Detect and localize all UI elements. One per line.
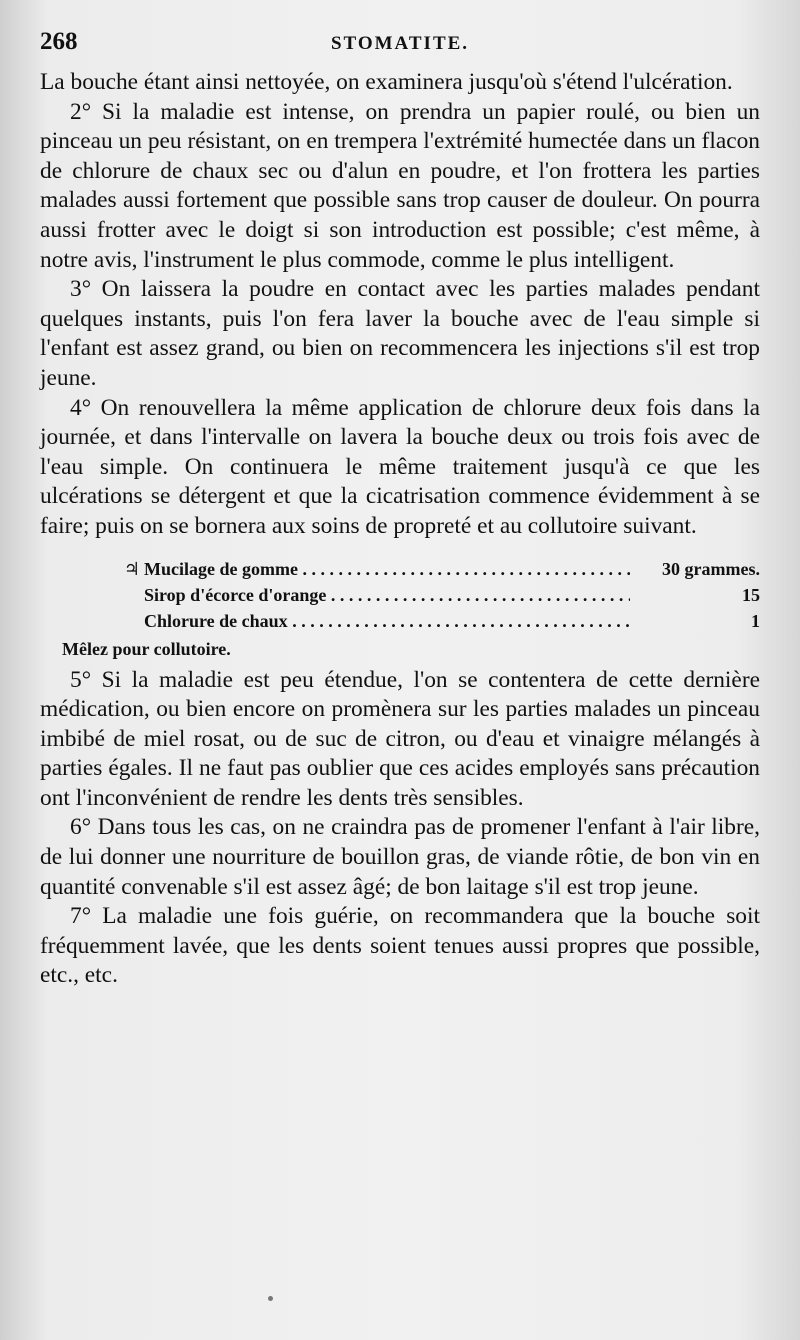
formula-row [40,608,760,634]
formula-note: Mêlez pour collutoire. [62,638,231,659]
page-header [40,28,760,68]
paragraph: La bouche étant ainsi nettoyée, on examinera jusqu'où s'étend l'ulcération. [40,69,733,95]
formula-ingredient: Chlorure de chaux . . . [144,608,630,634]
paragraph: 6° Dans tous les cas, on ne craindra pas de promener l'enfant à l'air libre, de lui donner une nourriture de bouillon gras, de viande rôtie, de bon vin en quantité convenable s'il est assez âgé; de bon laitage s'il est trop jeune. [40,814,760,900]
formula-ingredient: Sirop d'écorce d'orange . . . [144,582,630,608]
ink-spot [268,1296,273,1301]
running-head: STOMATITE. [330,33,470,54]
jupiter-symbol-icon: ♃ [123,558,140,579]
body-text [40,68,760,991]
formula-quantity: 1 [751,610,760,631]
page-number: 268 [40,28,78,55]
formula-quantity: 30 grammes. [662,558,760,579]
paragraph: 5° Si la maladie est peu étendue, l'on se contentera de cette dernière médication, ou bien encore on promènera sur les parties malades un pinceau imbibé de miel rosat, ou de suc de citron, ou d'eau et vinaigre mélangés à parties égales. Il ne faut pas oublier que ces acides employés sans précaution ont l'inconvénient de rendre les dents très sensibles. [40,666,760,811]
formula-row [40,582,760,608]
formula-row [40,556,760,582]
formula-ingredient: Mucilage de gomme . . . [144,556,630,582]
paragraph: 4° On renouvellera la même application de chlorure deux fois dans la journée, et dans l'intervalle on lavera la bouche deux ou trois fois avec de l'eau simple. On continuera le même traitement jusqu'à ce que les ulcérations se détergent et que la cicatrisation commence évidemment à se faire; puis on se bornera aux soins de propreté et au collutoire suivant. [40,394,760,539]
paragraph: 7° La maladie une fois guérie, on recommandera que la bouche soit fréquemment lavée, que les dents soient tenues aussi propres que possible, etc., etc. [40,903,760,989]
paragraph: 3° On laissera la poudre en contact avec les parties malades pendant quelques instants, puis l'on fera laver la bouche avec de l'eau simple si l'enfant est assez grand, ou bien on recommencera les injections s'il est trop jeune. [40,276,760,391]
paragraph: 2° Si la maladie est intense, on prendra un papier roulé, ou bien un pinceau un peu résistant, on en trempera l'extrémité humectée dans un flacon de chlorure de chaux sec ou d'alun en poudre, et l'on frottera les parties malades aussi fortement que possible sans trop causer de douleur. On pourra aussi frotter avec le doigt si son introduction est possible; c'est même, à notre avis, l'instrument le plus commode, comme le plus intelligent. [40,98,760,273]
prescription-formula [40,556,760,662]
formula-quantity: 15 [742,584,760,605]
